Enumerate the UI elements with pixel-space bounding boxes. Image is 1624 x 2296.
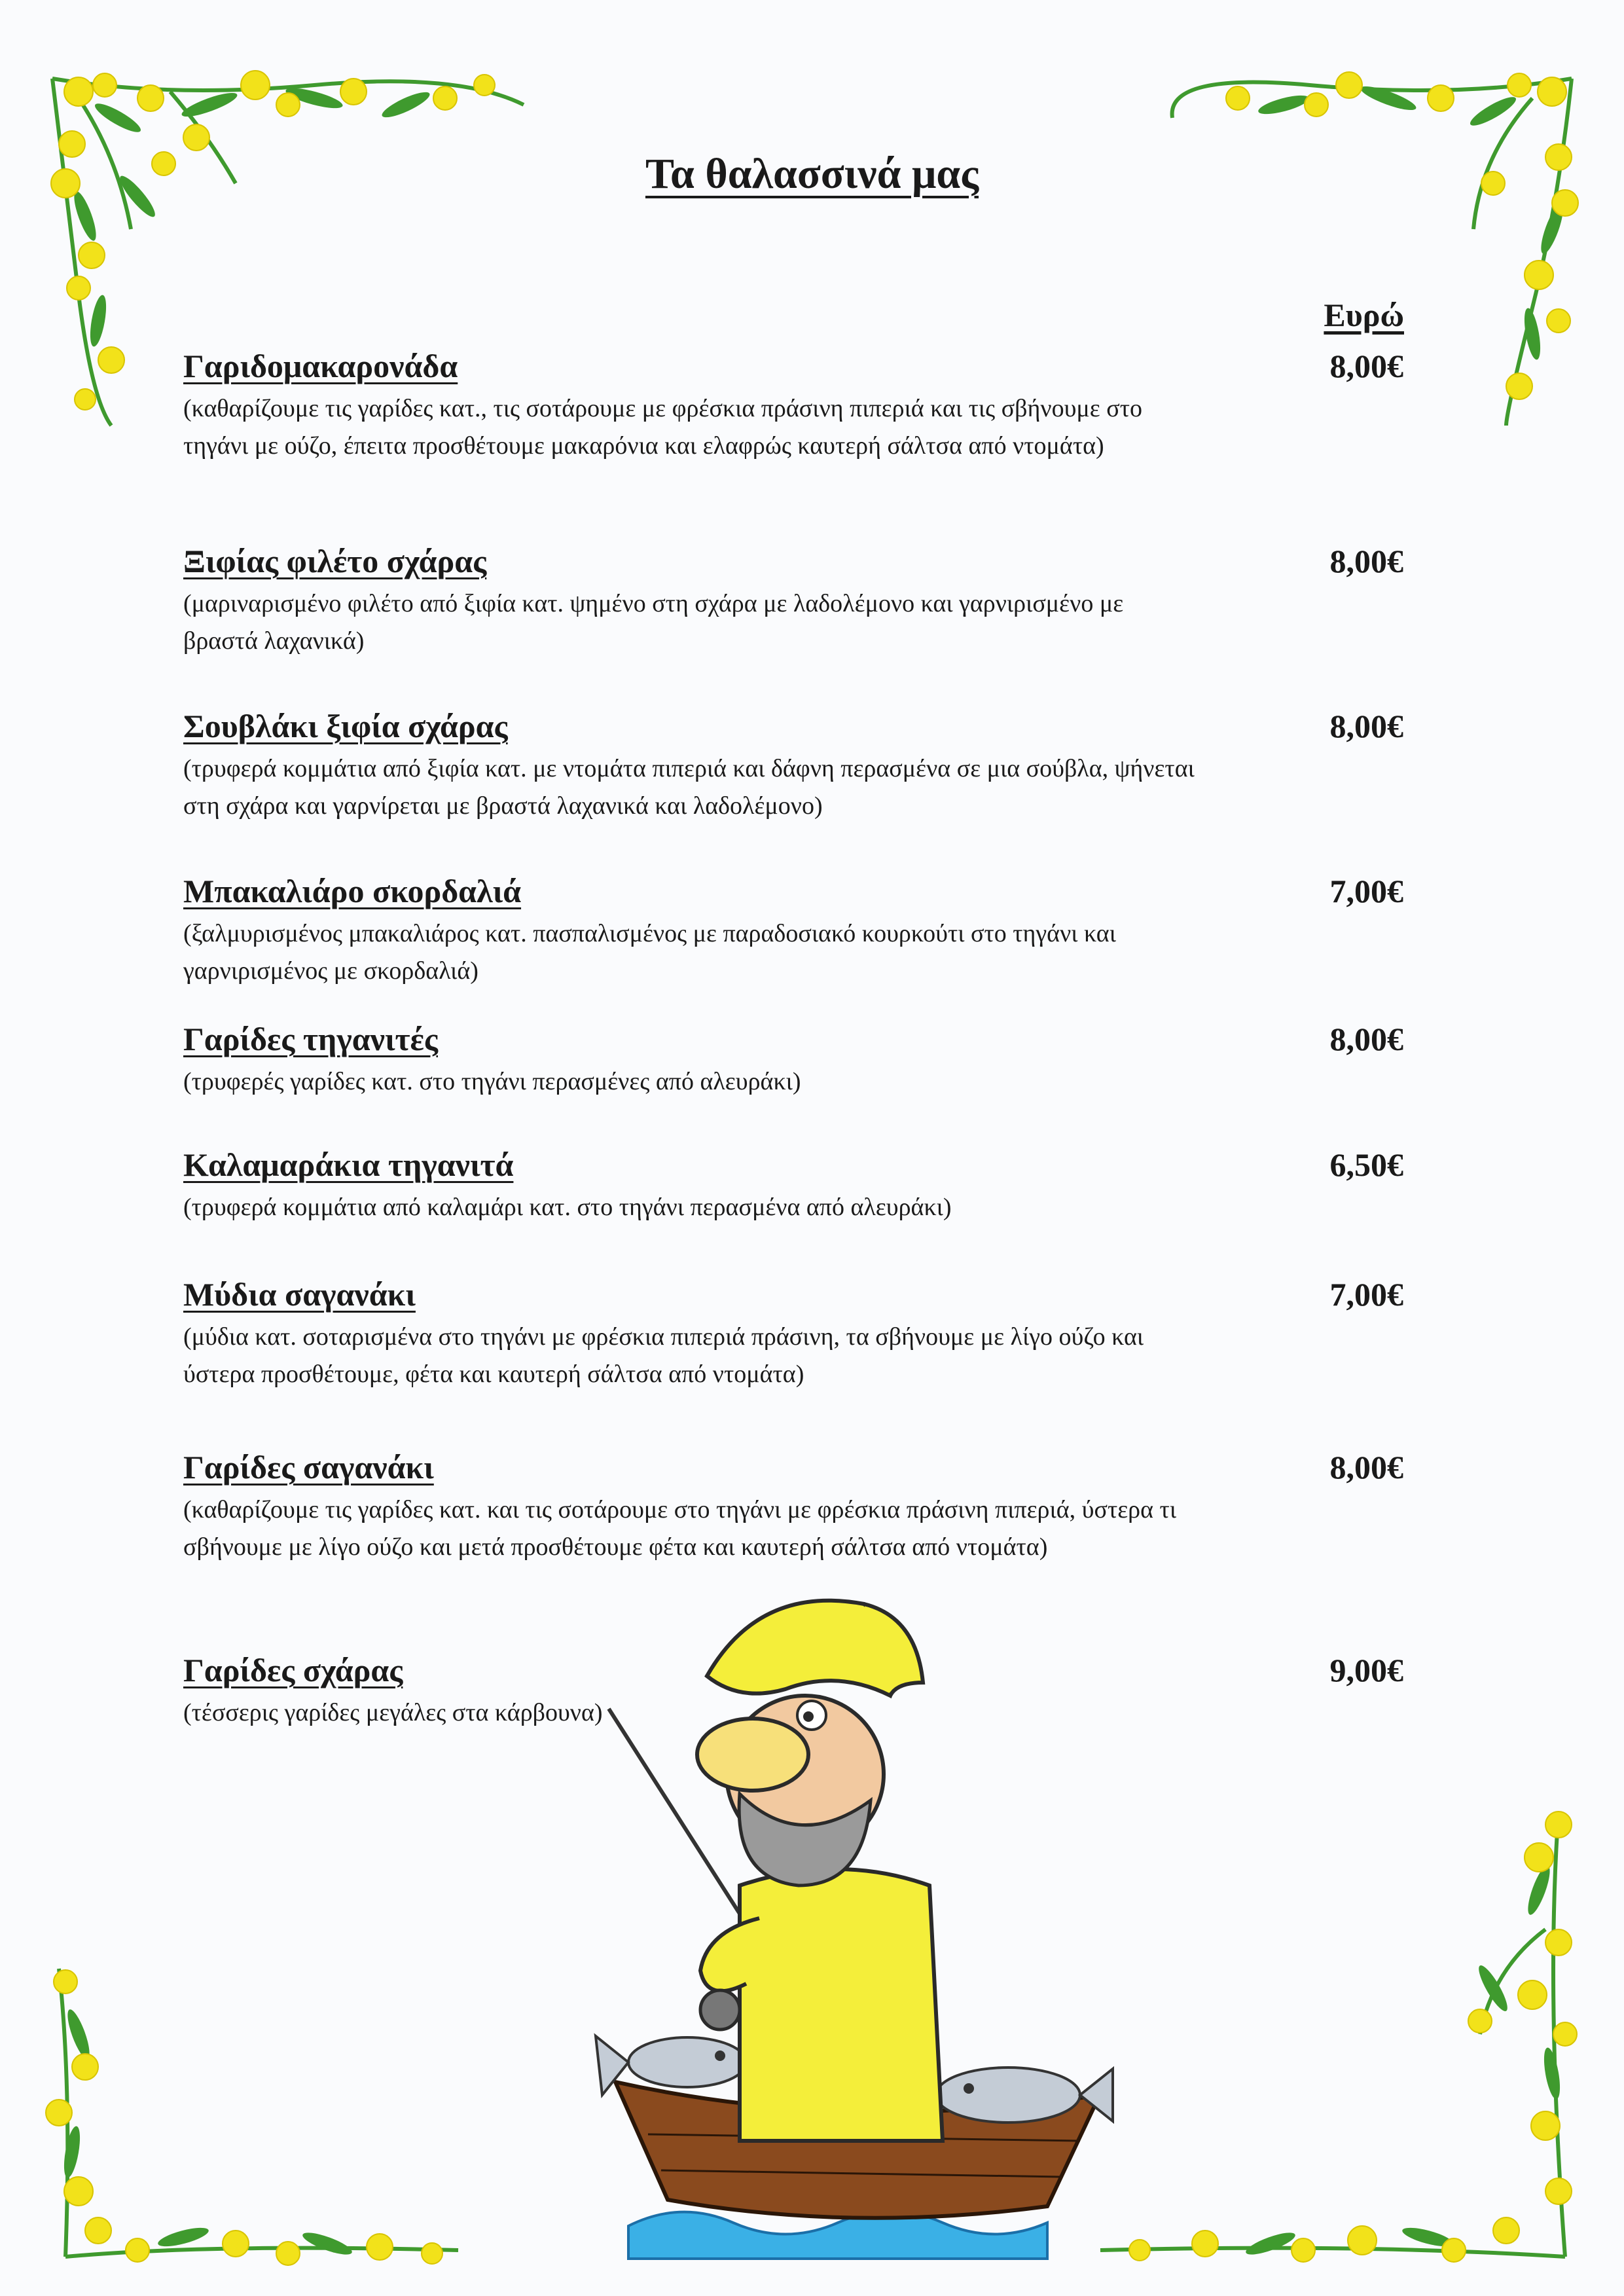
mimosa-corner-bottom-right [1087, 1798, 1585, 2270]
menu-item [183, 1019, 1427, 1101]
item-name: Γαρίδες τηγανιτές [183, 1021, 438, 1057]
item-description: (τρυφερά κομμάτια από καλαμάρι κατ. στο τηγάνι περασμένα από αλευράκι) [183, 1194, 952, 1221]
item-description: (καθαρίζουμε τις γαρίδες κατ., τις σοτάρουμε με φρέσκια πράσινη πιπεριά και τις σβήνουμε στο τηγάνι με ούζο, έπειτα προσθέτουμε μακαρόνια και ελαφρώς καυτερή σάλτσα από ντομάτα) [183, 395, 1142, 460]
item-description: (μύδια κατ. σοταρισμένα στο τηγάνι με φρέσκια πιπεριά πράσινη, τα σβήνουμε με λίγο ούζο και ύστερα προσθέτουμε, φέτα και καυτερή σάλτσα από ντομάτα) [183, 1323, 1144, 1388]
page-title: Τα θαλασσινά μας [645, 150, 979, 198]
mimosa-corner-bottom-left [39, 1956, 471, 2270]
item-name: Γαρίδες σχάρας [183, 1652, 403, 1688]
currency-header: Ευρώ [1324, 297, 1404, 333]
item-description: (τρυφερά κομμάτια από ξιφία κατ. με ντομάτα πιπεριά και δάφνη περασμένα σε μια σούβλα, ψήνεται στη σχάρα και γαρνίρεται με βραστά λαχανικά και λαδολέμονο) [183, 755, 1195, 820]
item-name: Γαριδομακαρονάδα [183, 348, 458, 384]
item-price: 8,00€ [1329, 1021, 1403, 1057]
menu-item [183, 346, 1427, 465]
menu-item [183, 1274, 1427, 1393]
item-description: (καθαρίζουμε τις γαρίδες κατ. και τις σοτάρουμε στο τηγάνι με φρέσκια πράσινη πιπεριά, ύστερα τι σβήνουμε με λίγο ούζο και μετά προσθέτουμε φέτα και καυτερή σάλτσα από ντομάτα) [183, 1496, 1177, 1561]
item-price: 7,00€ [1329, 1276, 1403, 1313]
menu-item [183, 541, 1427, 660]
item-name: Σουβλάκι ξιφία σχάρας [183, 708, 508, 744]
item-price: 8,00€ [1329, 543, 1403, 579]
menu-item [183, 706, 1427, 825]
menu-item [183, 871, 1427, 990]
item-description: (ξαλμυρισμένος μπακαλιάρος κατ. πασπαλισμένος με παραδοσιακό κουρκούτι στο τηγάνι και γαρνιρισμένος με σκορδαλιά) [183, 920, 1116, 985]
item-price: 6,50€ [1329, 1146, 1403, 1183]
item-description: (τρυφερές γαρίδες κατ. στο τηγάνι περασμένες από αλευράκι) [183, 1068, 801, 1095]
fisherman-illustration [589, 1578, 1126, 2265]
item-price: 8,00€ [1329, 348, 1403, 384]
item-name: Γαρίδες σαγανάκι [183, 1449, 434, 1485]
item-name: Μύδια σαγανάκι [183, 1276, 416, 1313]
item-name: Ξιφίας φιλέτο σχάρας [183, 543, 487, 579]
item-price: 9,00€ [1329, 1652, 1403, 1688]
mimosa-branch-icon [1087, 1798, 1585, 2270]
mimosa-branch-icon [39, 1956, 471, 2270]
menu-item [183, 1144, 1427, 1226]
item-price: 8,00€ [1329, 1449, 1403, 1485]
menu-item [183, 1447, 1427, 1566]
fisherman-boat-icon [589, 1578, 1126, 2265]
item-price: 7,00€ [1329, 873, 1403, 909]
item-name: Μπακαλιάρο σκορδαλιά [183, 873, 522, 909]
item-description: (τέσσερις γαρίδες μεγάλες στα κάρβουνα) [183, 1699, 603, 1726]
item-price: 8,00€ [1329, 708, 1403, 744]
item-name: Καλαμαράκια τηγανιτά [183, 1146, 514, 1183]
item-description: (μαριναρισμένο φιλέτο από ξιφία κατ. ψημένο στη σχάρα με λαδολέμονο και γαρνιρισμένο με βραστά λαχανικά) [183, 590, 1124, 655]
